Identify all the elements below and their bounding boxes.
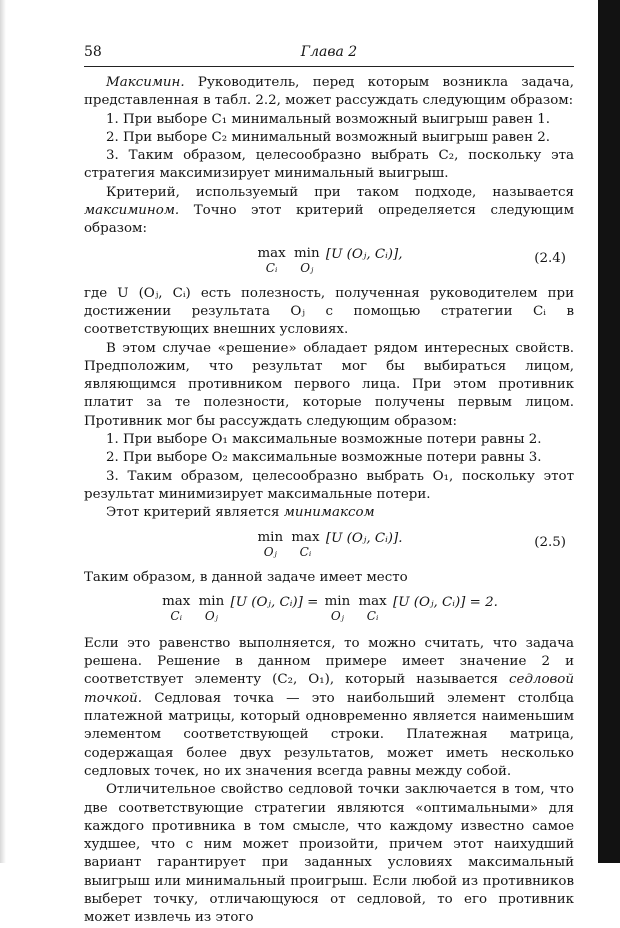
scan-right-edge (598, 0, 620, 863)
operator-subscript: Cᵢ (366, 608, 379, 623)
formula-body: [U (Oⱼ, Cᵢ)] = (230, 594, 323, 610)
paragraph-text: Этот критерий является (106, 505, 284, 521)
list-item: 2. При выборе C₂ минимальный возможный выигрыш равен 2. (106, 129, 551, 145)
paragraph-text: Седловая точка — это наибольший элемент столбца платежной матрицы, который одновременно является наименьшим элементом соответствующей строки. Платежная матрица, содержащая более двух результатов, может иметь несколько седловых точек, но их значения всегда равны между собой. (84, 690, 574, 779)
paragraph-minimax (84, 504, 574, 522)
equation-number: (2.5) (534, 534, 566, 550)
paragraph-utility: где U (Oⱼ, Cᵢ) есть полезность, полученная руководителем при достижении результата Oⱼ с помощью стратегии Cᵢ в соответствующих внешних условиях. (84, 285, 574, 338)
formula-equality (84, 590, 574, 632)
operator-subscript: Oⱼ (263, 544, 277, 559)
operator: max (162, 593, 191, 609)
paragraph-saddle (84, 635, 574, 781)
term-maximin: Максимин. (106, 75, 185, 90)
operator: min (198, 593, 225, 609)
operator-subscript: Oⱼ (330, 608, 344, 623)
paragraph-text: Точно этот критерий определяется следующим образом: (84, 203, 574, 237)
list-item: 3. Таким образом, целесообразно выбрать O₁, поскольку этот результат минимизирует максимальные потери. (84, 468, 574, 502)
list-item: 3. Таким образом, целесообразно выбрать C₂, поскольку эта стратегия максимизирует минимальный выигрыш. (84, 148, 574, 182)
term-minimax: минимаксом (283, 505, 375, 521)
formula-body: [U (Oⱼ, Cᵢ)], (325, 246, 403, 262)
paragraph-criterion (84, 184, 574, 239)
formula-2-4 (84, 242, 574, 282)
equation-number: (2.4) (534, 250, 566, 266)
operator-subscript: Oⱼ (300, 260, 314, 275)
operator: max (358, 593, 387, 609)
paragraph-text: Критерий, используемый при таком подходе, называется (106, 184, 574, 200)
operator: min (257, 529, 284, 545)
term-maximin-def: максимином. (84, 203, 180, 219)
paragraph-maximin (84, 74, 574, 111)
list-item: 1. При выборе O₁ максимальные возможные потери равны 2. (106, 432, 542, 448)
paragraph-text: Если это равенство выполняется, то можно считать, что задача решена. Решение в данном примере имеет значение 2 и соответствует элементу (C₂, O₁), который называется (84, 635, 574, 688)
formula-body: [U (Oⱼ, Cᵢ)]. (325, 530, 403, 546)
paragraph-thus: Таким образом, в данной задаче имеет место (84, 569, 408, 585)
paragraph-opponent: В этом случае «решение» обладает рядом интересных свойств. Предположим, что результат мог бы выбираться лицом, являющимся противником первого лица. При этом противник платит за те полезности, которые получены первым лицом. Противник мог бы рассуждать следующим образом: (84, 340, 574, 429)
page-body (84, 74, 574, 928)
formula-2-5 (84, 526, 574, 566)
list-item: 1. При выборе C₁ минимальный возможный выигрыш равен 1. (106, 111, 551, 127)
operator: min (293, 245, 320, 261)
paragraph-maximin-text: Руководитель, перед которым возникла задача, представленная в табл. 2.2, может рассуждать следующим образом: (84, 75, 574, 109)
chapter-title: Глава 2 (300, 44, 358, 60)
page-number: 58 (84, 44, 102, 60)
operator-subscript: Oⱼ (204, 608, 218, 623)
list-item: 2. При выборе O₂ максимальные возможные потери равны 3. (106, 450, 542, 466)
operator-subscript: Cᵢ (265, 260, 278, 275)
operator: max (291, 529, 320, 545)
term-saddle-point: седловой точкой. (84, 672, 574, 706)
page-header (84, 44, 574, 67)
operator-subscript: Cᵢ (170, 608, 183, 623)
paragraph-property: Отличительное свойство седловой точки заключается в том, что две соответствующие стратегии являются «оптимальными» для каждого противника в том смысле, что каждому известно самое худшее, что с ним может произойти, причем этот наихудший вариант гарантирует при заданных условиях максимальный выигрыш или минимальный проигрыш. Если любой из противников выберет точку, отличающуюся от седловой, то его противник может извлечь из этого (84, 782, 574, 926)
operator: max (257, 245, 286, 261)
operator-subscript: Cᵢ (299, 544, 312, 559)
scan-left-shadow (0, 0, 6, 863)
operator: min (324, 593, 351, 609)
formula-body: [U (Oⱼ, Cᵢ)] = 2. (392, 594, 498, 610)
